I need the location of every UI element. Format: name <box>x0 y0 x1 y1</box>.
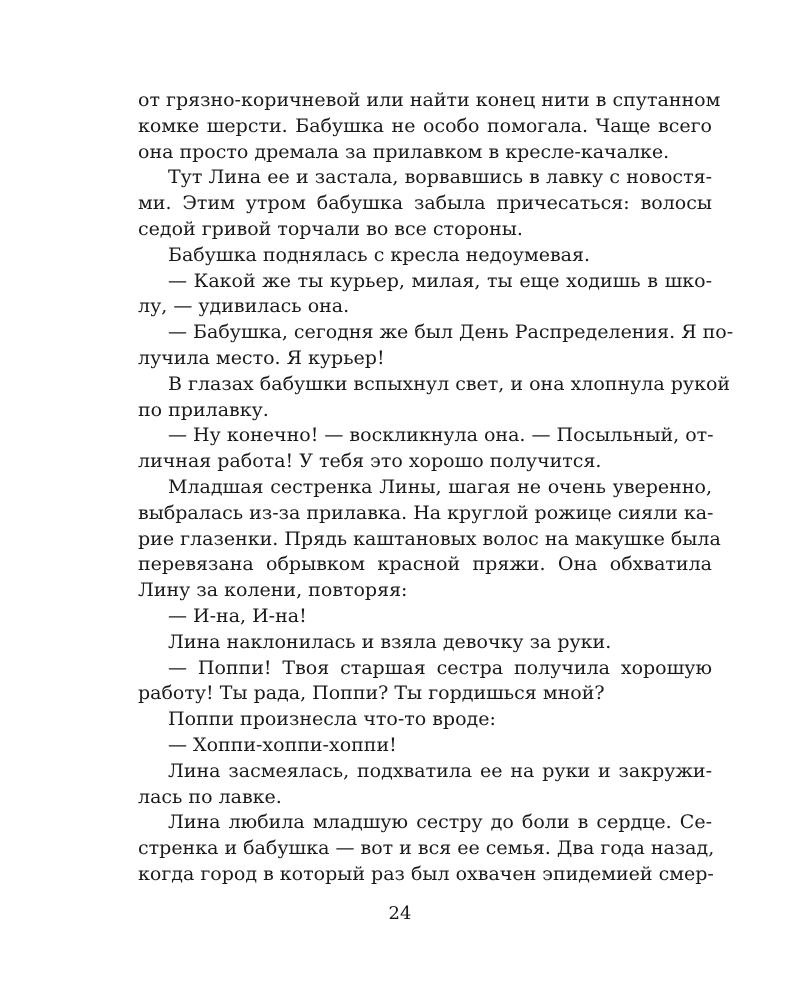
text-line: она просто дремала за прилавком в кресле-качалке. <box>138 140 670 163</box>
body-text <box>138 88 734 888</box>
text-line: — И-на, И-на! <box>168 604 307 627</box>
text-line: ми. Этим утром бабушка забыла причесаться: волосы <box>138 192 712 215</box>
text-line: седой гривой торчали во все стороны. <box>138 217 523 240</box>
text-line: выбралась из-за прилавка. На круглой рожице сияли ка- <box>138 501 714 524</box>
text-line: лу, — удивилась она. <box>138 295 350 318</box>
text-line: Лину за колени, повторяя: <box>138 579 408 602</box>
text-line: Поппи произнесла что-то вроде: <box>168 708 496 731</box>
text-line: Младшая сестренка Лины, шагая не очень уверенно, <box>168 475 712 498</box>
text-line: В глазах бабушки вспыхнул свет, и она хлопнула рукой <box>168 372 731 395</box>
text-line: — Ну конечно! — воскликнула она. — Посыльный, от- <box>168 424 714 447</box>
text-line: от грязно-коричневой или найти конец нити в спутанном <box>138 89 721 111</box>
text-line: — Хоппи-хоппи-хоппи! <box>168 733 397 756</box>
text-line: Лина засмеялась, подхватила ее на руки и закружи- <box>168 759 712 782</box>
text-line: личная работа! У тебя это хорошо получится. <box>138 450 602 473</box>
page-number: 24 <box>388 903 412 924</box>
text-line: лучила место. Я курьер! <box>138 346 385 369</box>
text-line: стренка и бабушка — вот и вся ее семья. Два года назад, <box>138 837 715 860</box>
text-line: по прилавку. <box>138 398 269 421</box>
text-line: Тут Лина ее и застала, ворвавшись в лавку с новостя- <box>168 166 712 189</box>
text-line: — Поппи! Твоя старшая сестра получила хорошую <box>168 656 712 679</box>
text-line: Лина наклонилась и взяла девочку за руки. <box>168 630 612 653</box>
text-line: — Какой же ты курьер, милая, ты еще ходишь в шко- <box>168 269 712 292</box>
text-line: работу! Ты рада, Поппи? Ты гордишься мной? <box>138 682 605 705</box>
text-line: Лина любила младшую сестру до боли в сердце. Се- <box>168 811 712 834</box>
text-line: Бабушка поднялась с кресла недоумевая. <box>168 243 591 266</box>
text-line: — Бабушка, сегодня же был День Распределения. Я по- <box>168 321 734 344</box>
text-line: рие глазенки. Прядь каштановых волос на макушке была <box>138 527 721 550</box>
text-line: когда город в который раз был охвачен эпидемией смер- <box>138 862 714 885</box>
text-line: лась по лавке. <box>138 785 282 808</box>
text-line: перевязана обрывком красной пряжи. Она обхватила <box>138 553 712 576</box>
text-line: комке шерсти. Бабушка не особо помогала. Чаще всего <box>138 114 712 137</box>
